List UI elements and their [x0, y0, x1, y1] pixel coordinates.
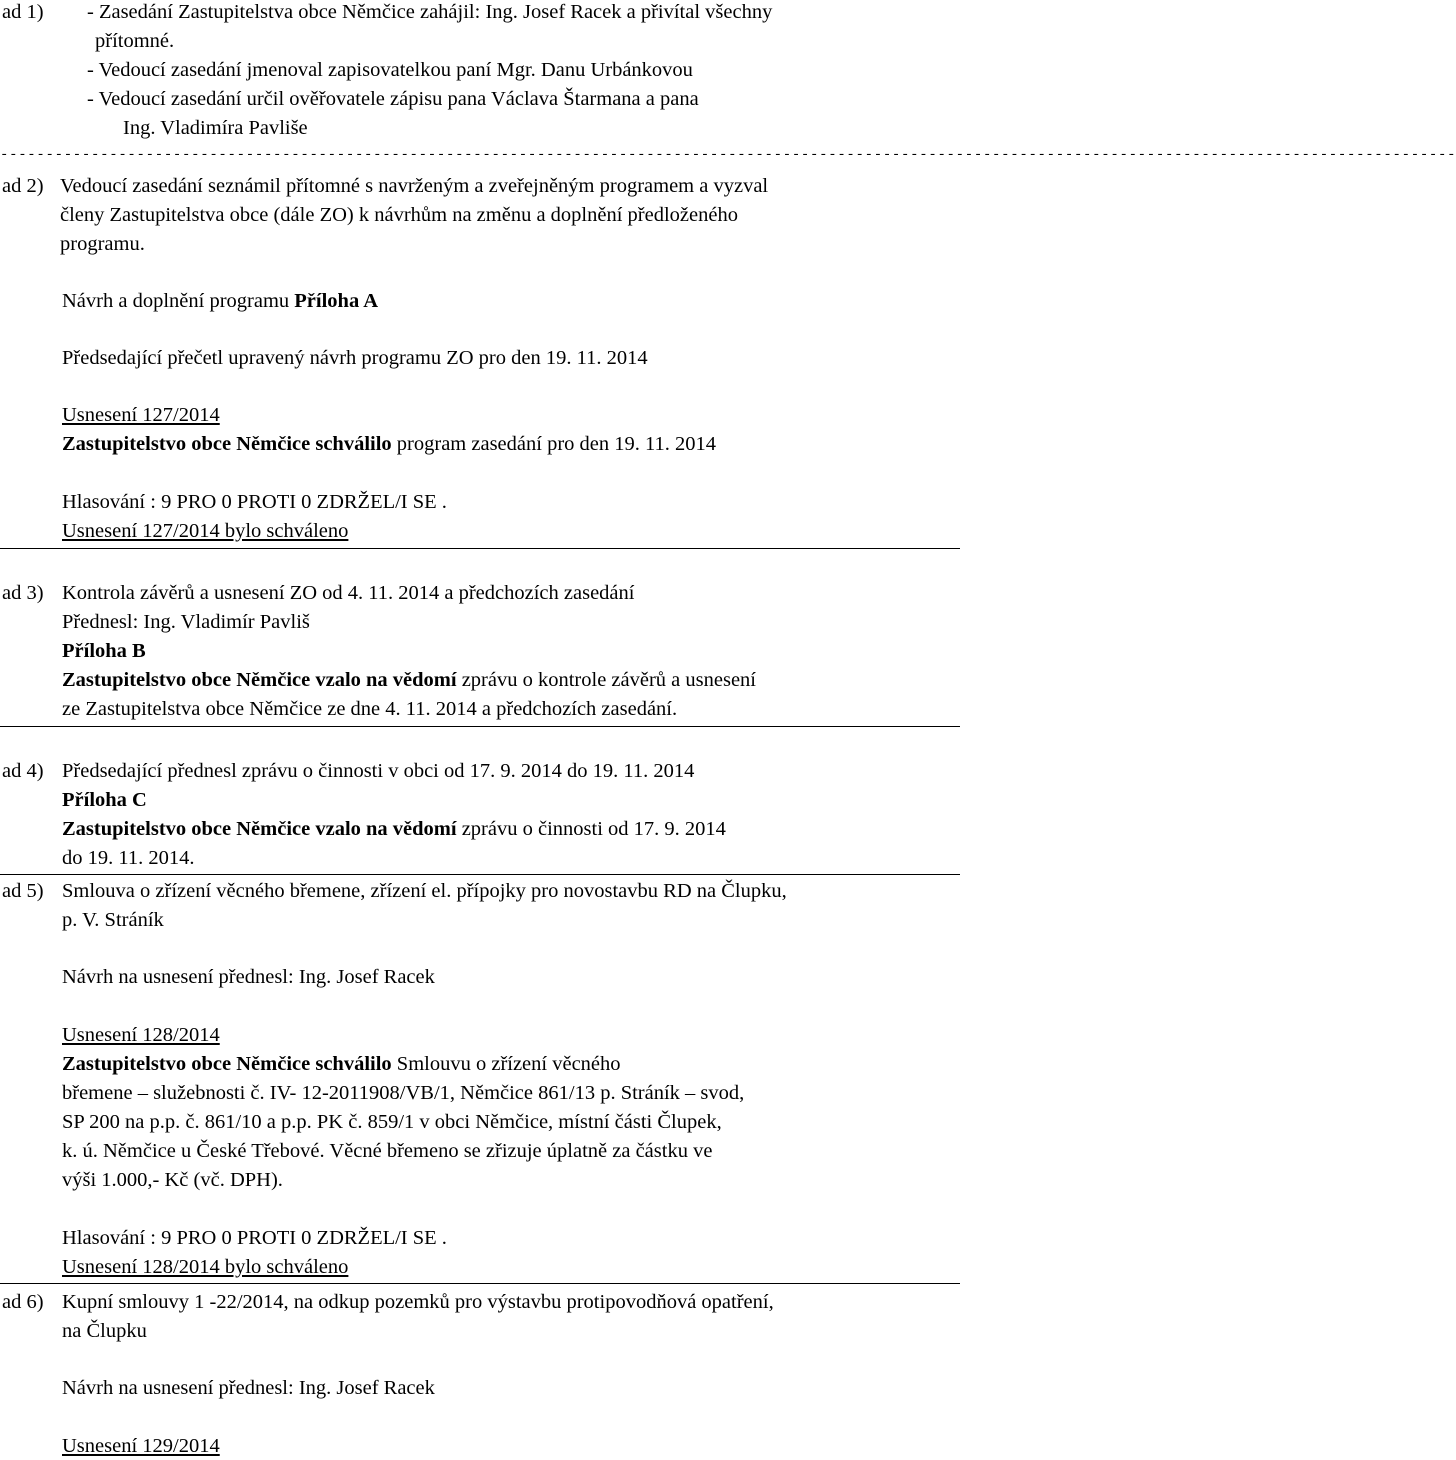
ad2-line-3: programu. — [60, 233, 145, 255]
ad3-resolution-bold: Zastupitelstvo obce Němčice vzalo na vědomí — [62, 669, 457, 691]
ad2-line-2: členy Zastupitelstva obce (dále ZO) k návrhům na změnu a doplnění předloženého — [60, 204, 738, 226]
section-rule — [0, 548, 960, 549]
ad3-resolution-line-2: ze Zastupitelstva obce Němčice ze dne 4. 11. 2014 a předchozích zasedání. — [62, 698, 678, 720]
ad1-line-3: - Vedoucí zasedání jmenoval zapisovatelkou paní Mgr. Danu Urbánkovou — [87, 59, 693, 81]
ad2-reading: Předsedající přečetl upravený návrh programu ZO pro den 19. 11. 2014 — [62, 347, 648, 369]
ad6-proposal: Návrh na usnesení přednesl: Ing. Josef Racek — [62, 1377, 435, 1399]
ad2-vote: Hlasování : 9 PRO 0 PROTI 0 ZDRŽEL/I SE . — [62, 491, 447, 513]
ad3-annex-b: Příloha B — [62, 640, 146, 662]
ad4-line-1: Předsedající přednesl zprávu o činnosti v obci od 17. 9. 2014 do 19. 11. 2014 — [62, 760, 695, 782]
section-label-ad1: ad 1) — [2, 1, 44, 23]
ad3-resolution-text: zprávu o kontrole závěrů a usnesení — [456, 669, 756, 691]
ad4-resolution-bold: Zastupitelstvo obce Němčice vzalo na vědomí — [62, 818, 457, 840]
ad3-resolution — [62, 670, 756, 691]
ad5-resolution-line-3: SP 200 na p.p. č. 861/10 a p.p. PK č. 859/1 v obci Němčice, místní části Člupek, — [62, 1111, 722, 1133]
ad5-resolution-text: Smlouvu o zřízení věcného — [391, 1053, 621, 1075]
ad2-resolution-bold: Zastupitelstvo obce Němčice schválilo — [62, 433, 392, 455]
ad6-resolution-number: Usnesení 129/2014 — [62, 1435, 220, 1457]
ad1-line-1: - Zasedání Zastupitelstva obce Němčice zahájil: Ing. Josef Racek a přivítal všechny — [87, 1, 773, 23]
section-label-ad4: ad 4) — [2, 760, 44, 782]
ad5-vote: Hlasování : 9 PRO 0 PROTI 0 ZDRŽEL/I SE . — [62, 1227, 447, 1249]
ad5-resolution-bold: Zastupitelstvo obce Němčice schválilo — [62, 1053, 392, 1075]
ad2-resolution — [62, 434, 716, 455]
section-label-ad3: ad 3) — [2, 582, 44, 604]
ad2-proposal — [62, 291, 378, 312]
ad4-resolution-text: zprávu o činnosti od 17. 9. 2014 — [456, 818, 726, 840]
section-label-ad6: ad 6) — [2, 1291, 44, 1313]
ad5-resolution-number: Usnesení 128/2014 — [62, 1024, 220, 1046]
ad5-line-1: Smlouva o zřízení věcného břemene, zřízení el. přípojky pro novostavbu RD na Člupku, — [62, 880, 787, 902]
ad6-line-1: Kupní smlouvy 1 -22/2014, na odkup pozemků pro výstavbu protipovodňová opatření, — [62, 1291, 774, 1313]
ad3-line-1: Kontrola závěrů a usnesení ZO od 4. 11. 2014 a předchozích zasedání — [62, 582, 635, 604]
ad4-annex-c: Příloha C — [62, 789, 147, 811]
ad1-line-4: - Vedoucí zasedání určil ověřovatele zápisu pana Václava Štarmana a pana — [87, 88, 699, 110]
ad2-annex-a: Příloha A — [294, 290, 378, 312]
ad6-line-2: na Člupku — [62, 1320, 147, 1342]
ad3-presenter: Přednesl: Ing. Vladimír Pavliš — [62, 611, 310, 633]
ad2-proposal-text: Návrh a doplnění programu — [62, 290, 295, 312]
ad1-line-5: Ing. Vladimíra Pavliše — [123, 117, 308, 139]
ad5-resolution — [62, 1054, 621, 1075]
section-rule — [0, 1283, 960, 1284]
section-rule — [0, 874, 960, 875]
ad2-line-1: Vedoucí zasedání seznámil přítomné s navrženým a zveřejněným programem a vyzval — [60, 175, 769, 197]
ad2-resolution-text: program zasedání pro den 19. 11. 2014 — [391, 433, 716, 455]
ad5-resolution-line-5: výši 1.000,- Kč (vč. DPH). — [62, 1169, 283, 1191]
section-rule — [0, 726, 960, 727]
section-label-ad2: ad 2) — [2, 175, 44, 197]
ad5-resolution-line-2: břemene – služebnosti č. IV- 12-2011908/VB/1, Němčice 861/13 p. Stráník – svod, — [62, 1082, 745, 1104]
ad2-resolution-number: Usnesení 127/2014 — [62, 404, 220, 426]
ad2-result: Usnesení 127/2014 bylo schváleno — [62, 520, 349, 542]
ad5-result: Usnesení 128/2014 bylo schváleno — [62, 1256, 349, 1278]
ad5-proposal: Návrh na usnesení přednesl: Ing. Josef Racek — [62, 966, 435, 988]
section-label-ad5: ad 5) — [2, 880, 44, 902]
ad5-line-2: p. V. Stráník — [62, 909, 164, 931]
ad5-resolution-line-4: k. ú. Němčice u České Třebové. Věcné břemeno se zřizuje úplatně za částku ve — [62, 1140, 713, 1162]
separator-dashes: ---------------------------------------------------------------------------------------------------------------------------------------------------------------- — [0, 147, 1456, 163]
ad4-resolution — [62, 819, 726, 840]
ad4-resolution-line-2: do 19. 11. 2014. — [62, 847, 195, 869]
ad1-line-2: přítomné. — [95, 30, 175, 52]
